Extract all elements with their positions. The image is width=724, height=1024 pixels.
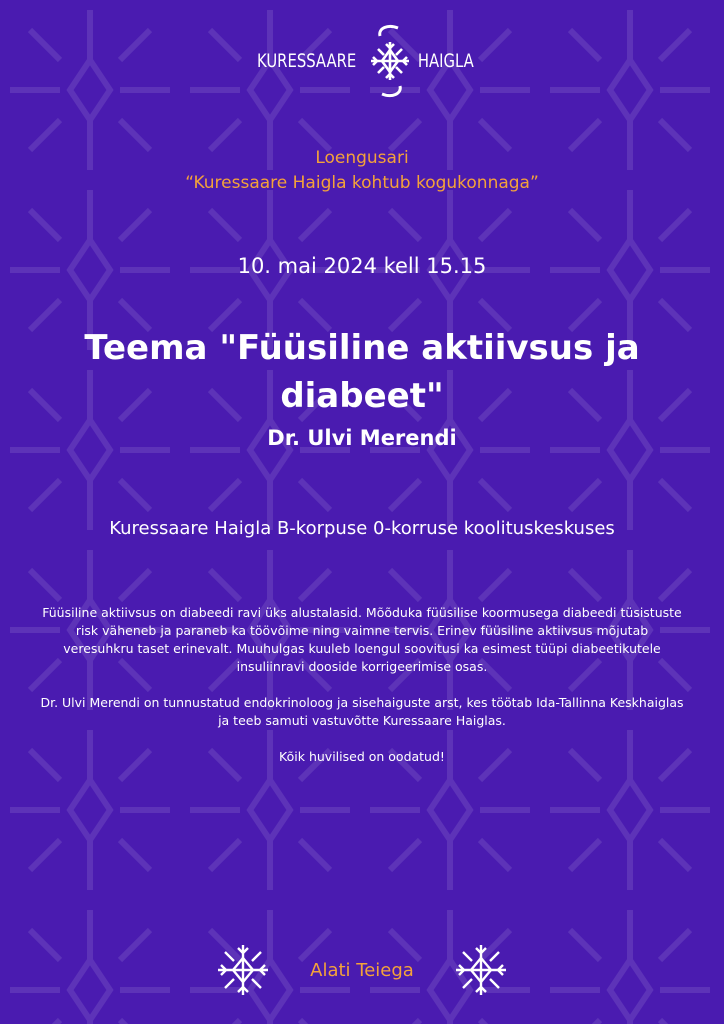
logo-text-right: HAIGLA bbox=[417, 49, 474, 72]
slogan: Alati Teiega bbox=[310, 959, 414, 981]
hospital-logo bbox=[0, 22, 724, 100]
series-label: Loengusari bbox=[315, 148, 409, 168]
series-title: “Kuressaare Haigla kohtub kogukonnaga” bbox=[185, 173, 539, 193]
ornament-s-icon bbox=[360, 22, 420, 100]
speaker-bio-paragraph: Dr. Ulvi Merendi on tunnustatud endokrinoloog ja sisehaiguste arst, kes töötab Ida-Tallinna Keskhaiglas ja teeb samuti vastuvõtte Kuressaare Haiglas. bbox=[40, 695, 684, 728]
topic-line-1: Teema "Füüsiline aktiivsus ja bbox=[84, 328, 640, 368]
event-location: Kuressaare Haigla B-korpuse 0-korruse koolituskeskuses bbox=[109, 518, 615, 539]
invitation-text: Kõik huvilised on oodatud! bbox=[279, 749, 445, 764]
event-description bbox=[40, 604, 684, 784]
event-datetime: 10. mai 2024 kell 15.15 bbox=[237, 254, 487, 278]
event-topic bbox=[40, 324, 684, 420]
ornament-star-icon bbox=[214, 941, 272, 999]
footer bbox=[0, 938, 724, 1002]
logo-text-left: KURESSAARE bbox=[256, 49, 356, 72]
lecture-series bbox=[0, 146, 724, 196]
speaker-name: Dr. Ulvi Merendi bbox=[267, 426, 457, 450]
topic-line-2: diabeet" bbox=[280, 376, 444, 416]
ornament-star-icon bbox=[452, 941, 510, 999]
description-paragraph: Füüsiline aktiivsus on diabeedi ravi üks alustalasid. Mõõduka füüsilise koormusega diabeedi tüsistuste risk väheneb ja paraneb ka töövõime ning vaimne tervis. Erinev füüsiline aktiivsus mõjutab veresuhkru taset erinevalt. Muuhulgas kuuleb loengul soovitusi ka esimest tüüpi diabeetikutele insuliinravi dooside korrigeerimise osas. bbox=[42, 605, 682, 674]
